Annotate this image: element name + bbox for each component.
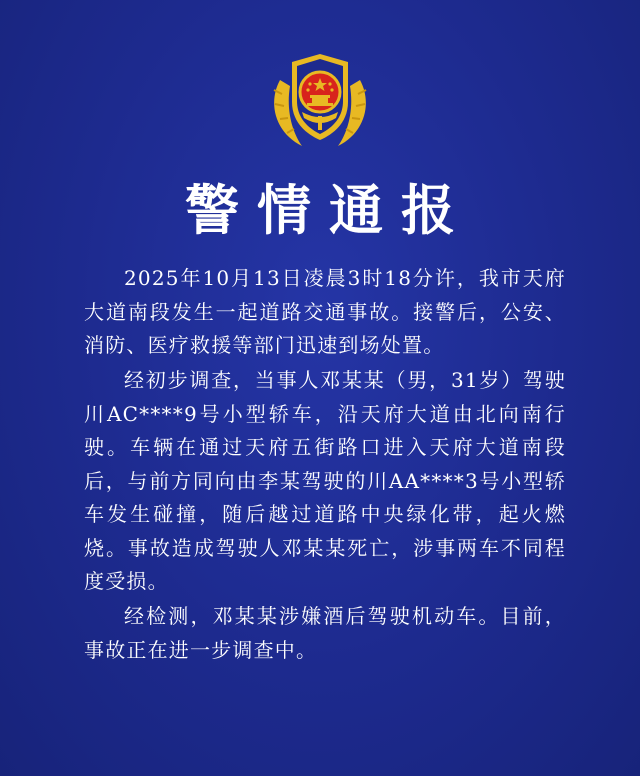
- notice-paragraph: 2025年10月13日凌晨3时18分许，我市天府大道南段发生一起道路交通事故。接警后，公安、消防、医疗救援等部门迅速到场处置。: [84, 266, 566, 357]
- notice-title: 警情通报: [185, 178, 473, 242]
- notice-paragraph: 经初步调查，当事人邓某某（男，31岁）驾驶川AC****9号小型轿车，沿天府大道由北向南行驶。车辆在通过天府五街路口进入天府大道南段后，与前方同向由李某驾驶的川AA****3号小型轿车发生碰撞，随后越过道路中央绿化带，起火燃烧。事故造成驾驶人邓某某死亡，涉事两车不同程度受损。: [84, 368, 566, 593]
- police-emblem-icon: [262, 40, 378, 156]
- notice-body: [84, 262, 566, 669]
- notice-paragraph: 经检测，邓某某涉嫌酒后驾驶机动车。目前，事故正在进一步调查中。: [84, 604, 566, 662]
